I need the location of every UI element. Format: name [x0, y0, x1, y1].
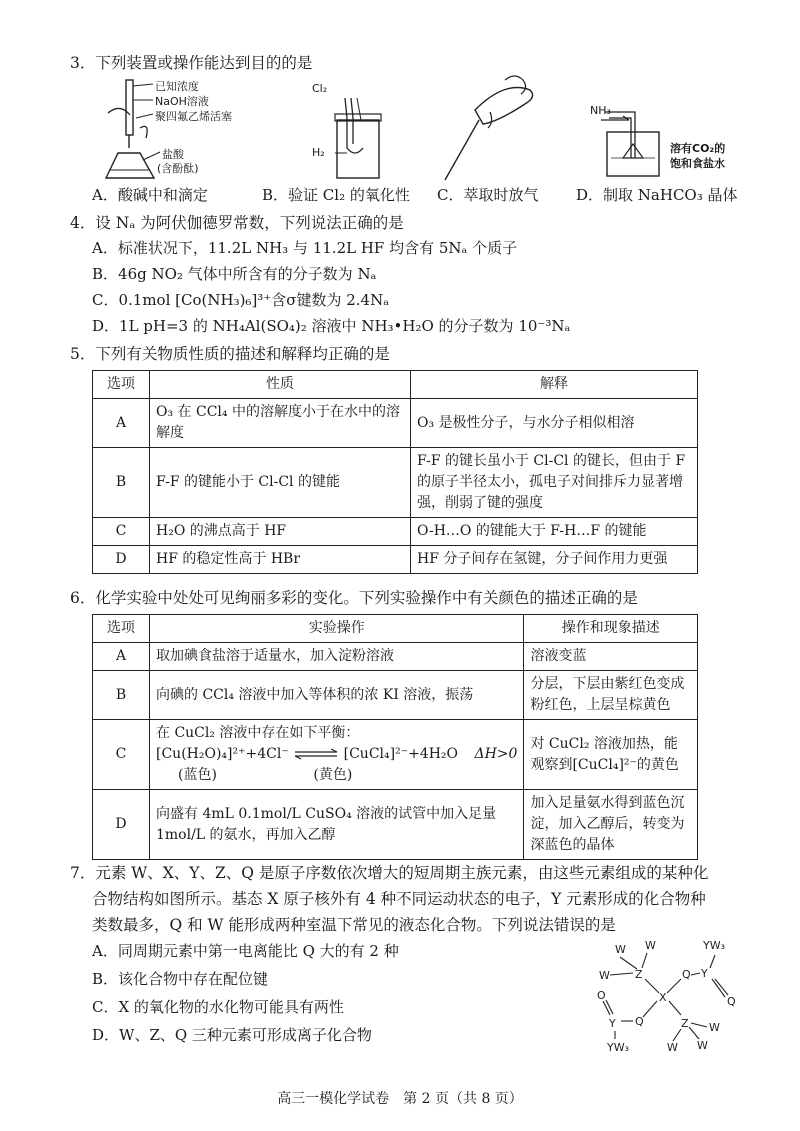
row-explanation: HF 分子间存在氢键，分子间作用力更强 — [411, 546, 698, 574]
eq-color-left: (蓝色) — [178, 767, 217, 783]
row-explanation: O₃ 是极性分子，与水分子相似相溶 — [411, 399, 698, 448]
row-property: O₃ 在 CCl₄ 中的溶解度小于在水中的溶解度 — [150, 399, 411, 448]
table-row — [93, 643, 698, 671]
question-7-stem-line2: 合物结构如图所示。基态 X 原子核外有 4 种不同运动状态的电子，Y 元素形成的化合物种 — [92, 890, 706, 908]
q7-option-a: A．同周期元素中第一电离能比 Q 大的有 2 种 — [92, 942, 399, 960]
q3-option-d: D．制取 NaHCO₃ 晶体 — [576, 186, 738, 204]
question-7-stem-line1: 7．元素 W、X、Y、Z、Q 是原子序数依次增大的短周期主族元素，由这些元素组成的某种化 — [70, 864, 709, 882]
equilibrium-colors — [156, 765, 517, 786]
row-phenomenon: 加入足量氨水得到蓝色沉淀，加入乙醇后，转变为深蓝色的晶体 — [524, 790, 698, 860]
question-7-stem-line3: 类数最多，Q 和 W 能形成两种室温下常见的液态化合物。下列说法错误的是 — [92, 916, 616, 934]
svg-text:Y: Y — [701, 967, 708, 980]
header-option: 选项 — [93, 615, 150, 643]
q3-option-b: B．验证 Cl₂ 的氧化性 — [262, 186, 410, 204]
row-label: D — [93, 546, 150, 574]
q7-option-c: C．X 的氧化物的水化物可能具有两性 — [92, 998, 344, 1016]
svg-text:YW₃: YW₃ — [607, 1041, 630, 1054]
svg-text:W: W — [645, 939, 656, 952]
table-row — [93, 790, 698, 860]
row-operation-equilibrium — [150, 720, 524, 790]
row-explanation: F-F 的键长虽小于 Cl-Cl 的键长，但由于 F 的原子半径太小，孤电子对间排斥力显著增强，削弱了键的强度 — [411, 448, 698, 518]
row-label: B — [93, 448, 150, 518]
row-label: A — [93, 643, 150, 671]
fig-d-label-nh3: NH₃ — [590, 104, 611, 117]
table-row — [93, 518, 698, 546]
q7-option-b: B．该化合物中存在配位键 — [92, 970, 269, 988]
svg-text:YW₃: YW₃ — [703, 939, 726, 952]
svg-text:Q: Q — [727, 995, 736, 1008]
fig-d-label-2: 溶有CO₂的 — [670, 142, 726, 155]
eq-left: [Cu(H₂O)₄]²⁺+4Cl⁻ — [156, 746, 289, 762]
svg-text:W: W — [615, 943, 626, 956]
q4-option-b: B．46g NO₂ 气体中所含有的分子数为 Nₐ — [92, 265, 377, 283]
row-operation: 取加碘食盐溶于适量水，加入淀粉溶液 — [150, 643, 524, 671]
equilibrium-equation — [156, 744, 517, 765]
separatory-funnel-figure — [435, 70, 545, 185]
row-phenomenon: 分层，下层由紫红色变成粉红色，上层呈棕黄色 — [524, 671, 698, 720]
question-5-stem: 5．下列有关物质性质的描述和解释均正确的是 — [70, 345, 390, 363]
row-label: C — [93, 518, 150, 546]
q5-table — [92, 370, 698, 574]
svg-text:W: W — [709, 1021, 720, 1034]
question-4-stem: 4．设 Nₐ 为阿伏伽德罗常数，下列说法正确的是 — [70, 214, 404, 232]
question-6-stem: 6．化学实验中处处可见绚丽多彩的变化。下列实验操作中有关颜色的描述正确的是 — [70, 589, 638, 607]
q3-option-c: C．萃取时放气 — [437, 186, 539, 204]
svg-text:Y: Y — [609, 1017, 616, 1030]
question-3-stem: 3．下列装置或操作能达到目的的是 — [70, 54, 313, 72]
compound-structure-figure — [585, 935, 755, 1060]
row-property: H₂O 的沸点高于 HF — [150, 518, 411, 546]
fig-a-label-4: 盐酸 — [162, 148, 184, 161]
header-phenomenon: 操作和现象描述 — [524, 615, 698, 643]
table-row — [93, 720, 698, 790]
eq-dh: ΔH>0 — [474, 746, 518, 762]
q4-option-a: A．标准状况下，11.2L NH₃ 与 11.2L HF 均含有 5Nₐ 个质子 — [92, 239, 518, 257]
header-explanation: 解释 — [411, 371, 698, 399]
svg-text:W: W — [667, 1041, 678, 1054]
svg-text:O: O — [597, 989, 606, 1002]
fig-a-label-2: NaOH溶液 — [155, 95, 209, 108]
svg-text:Z: Z — [635, 968, 643, 981]
fig-b-label-cl2: Cl₂ — [312, 82, 328, 95]
q4-option-c: C．0.1mol [Co(NH₃)₆]³⁺含σ键数为 2.4Nₐ — [92, 291, 390, 309]
table-header-row — [93, 615, 698, 643]
svg-text:Z: Z — [681, 1017, 689, 1030]
fig-a-label-3: 聚四氟乙烯活塞 — [155, 110, 232, 123]
page-footer: 高三一模化学试卷 第 2 页（共 8 页） — [277, 1091, 523, 1107]
header-option: 选项 — [93, 371, 150, 399]
row-label: C — [93, 720, 150, 790]
row-phenomenon: 对 CuCl₂ 溶液加热，能观察到[CuCl₄]²⁻的黄色 — [524, 720, 698, 790]
svg-text:X: X — [659, 991, 667, 1004]
svg-text:W: W — [697, 1039, 708, 1052]
svg-text:Q: Q — [682, 968, 691, 981]
table-row — [93, 546, 698, 574]
table-row — [93, 399, 698, 448]
header-property: 性质 — [150, 371, 411, 399]
equilibrium-intro: 在 CuCl₂ 溶液中存在如下平衡： — [156, 725, 360, 741]
eq-right: [CuCl₄]²⁻+4H₂O — [343, 746, 459, 762]
table-header-row — [93, 371, 698, 399]
row-operation: 向盛有 4mL 0.1mol/L CuSO₄ 溶液的试管中加入足量 1mol/L 的氨水，再加入乙醇 — [150, 790, 524, 860]
svg-text:W: W — [599, 969, 610, 982]
q6-table — [92, 614, 698, 860]
svg-text:Q: Q — [635, 1015, 644, 1028]
equilibrium-arrow-icon — [293, 748, 339, 760]
eq-color-right: (黄色) — [313, 767, 353, 783]
fig-a-label-1: 已知浓度 — [155, 80, 199, 93]
row-explanation: O-H…O 的键能大于 F-H…F 的键能 — [411, 518, 698, 546]
row-property: F-F 的键能小于 Cl-Cl 的键能 — [150, 448, 411, 518]
fig-d-label-3: 饱和食盐水 — [670, 157, 725, 170]
fig-b-label-h2: H₂ — [312, 146, 325, 159]
row-label: B — [93, 671, 150, 720]
q7-option-d: D．W、Z、Q 三种元素可形成离子化合物 — [92, 1026, 372, 1044]
row-label: A — [93, 399, 150, 448]
table-row — [93, 448, 698, 518]
row-operation: 向碘的 CCl₄ 溶液中加入等体积的浓 KI 溶液，振荡 — [150, 671, 524, 720]
row-phenomenon: 溶液变蓝 — [524, 643, 698, 671]
q3-option-a: A．酸碱中和滴定 — [92, 186, 208, 204]
table-row — [93, 671, 698, 720]
row-property: HF 的稳定性高于 HBr — [150, 546, 411, 574]
header-operation: 实验操作 — [150, 615, 524, 643]
q4-option-d: D．1L pH=3 的 NH₄Al(SO₄)₂ 溶液中 NH₃•H₂O 的分子数为 10⁻³Nₐ — [92, 317, 571, 335]
fig-a-label-5: (含酚酞) — [157, 162, 199, 175]
row-label: D — [93, 790, 150, 860]
